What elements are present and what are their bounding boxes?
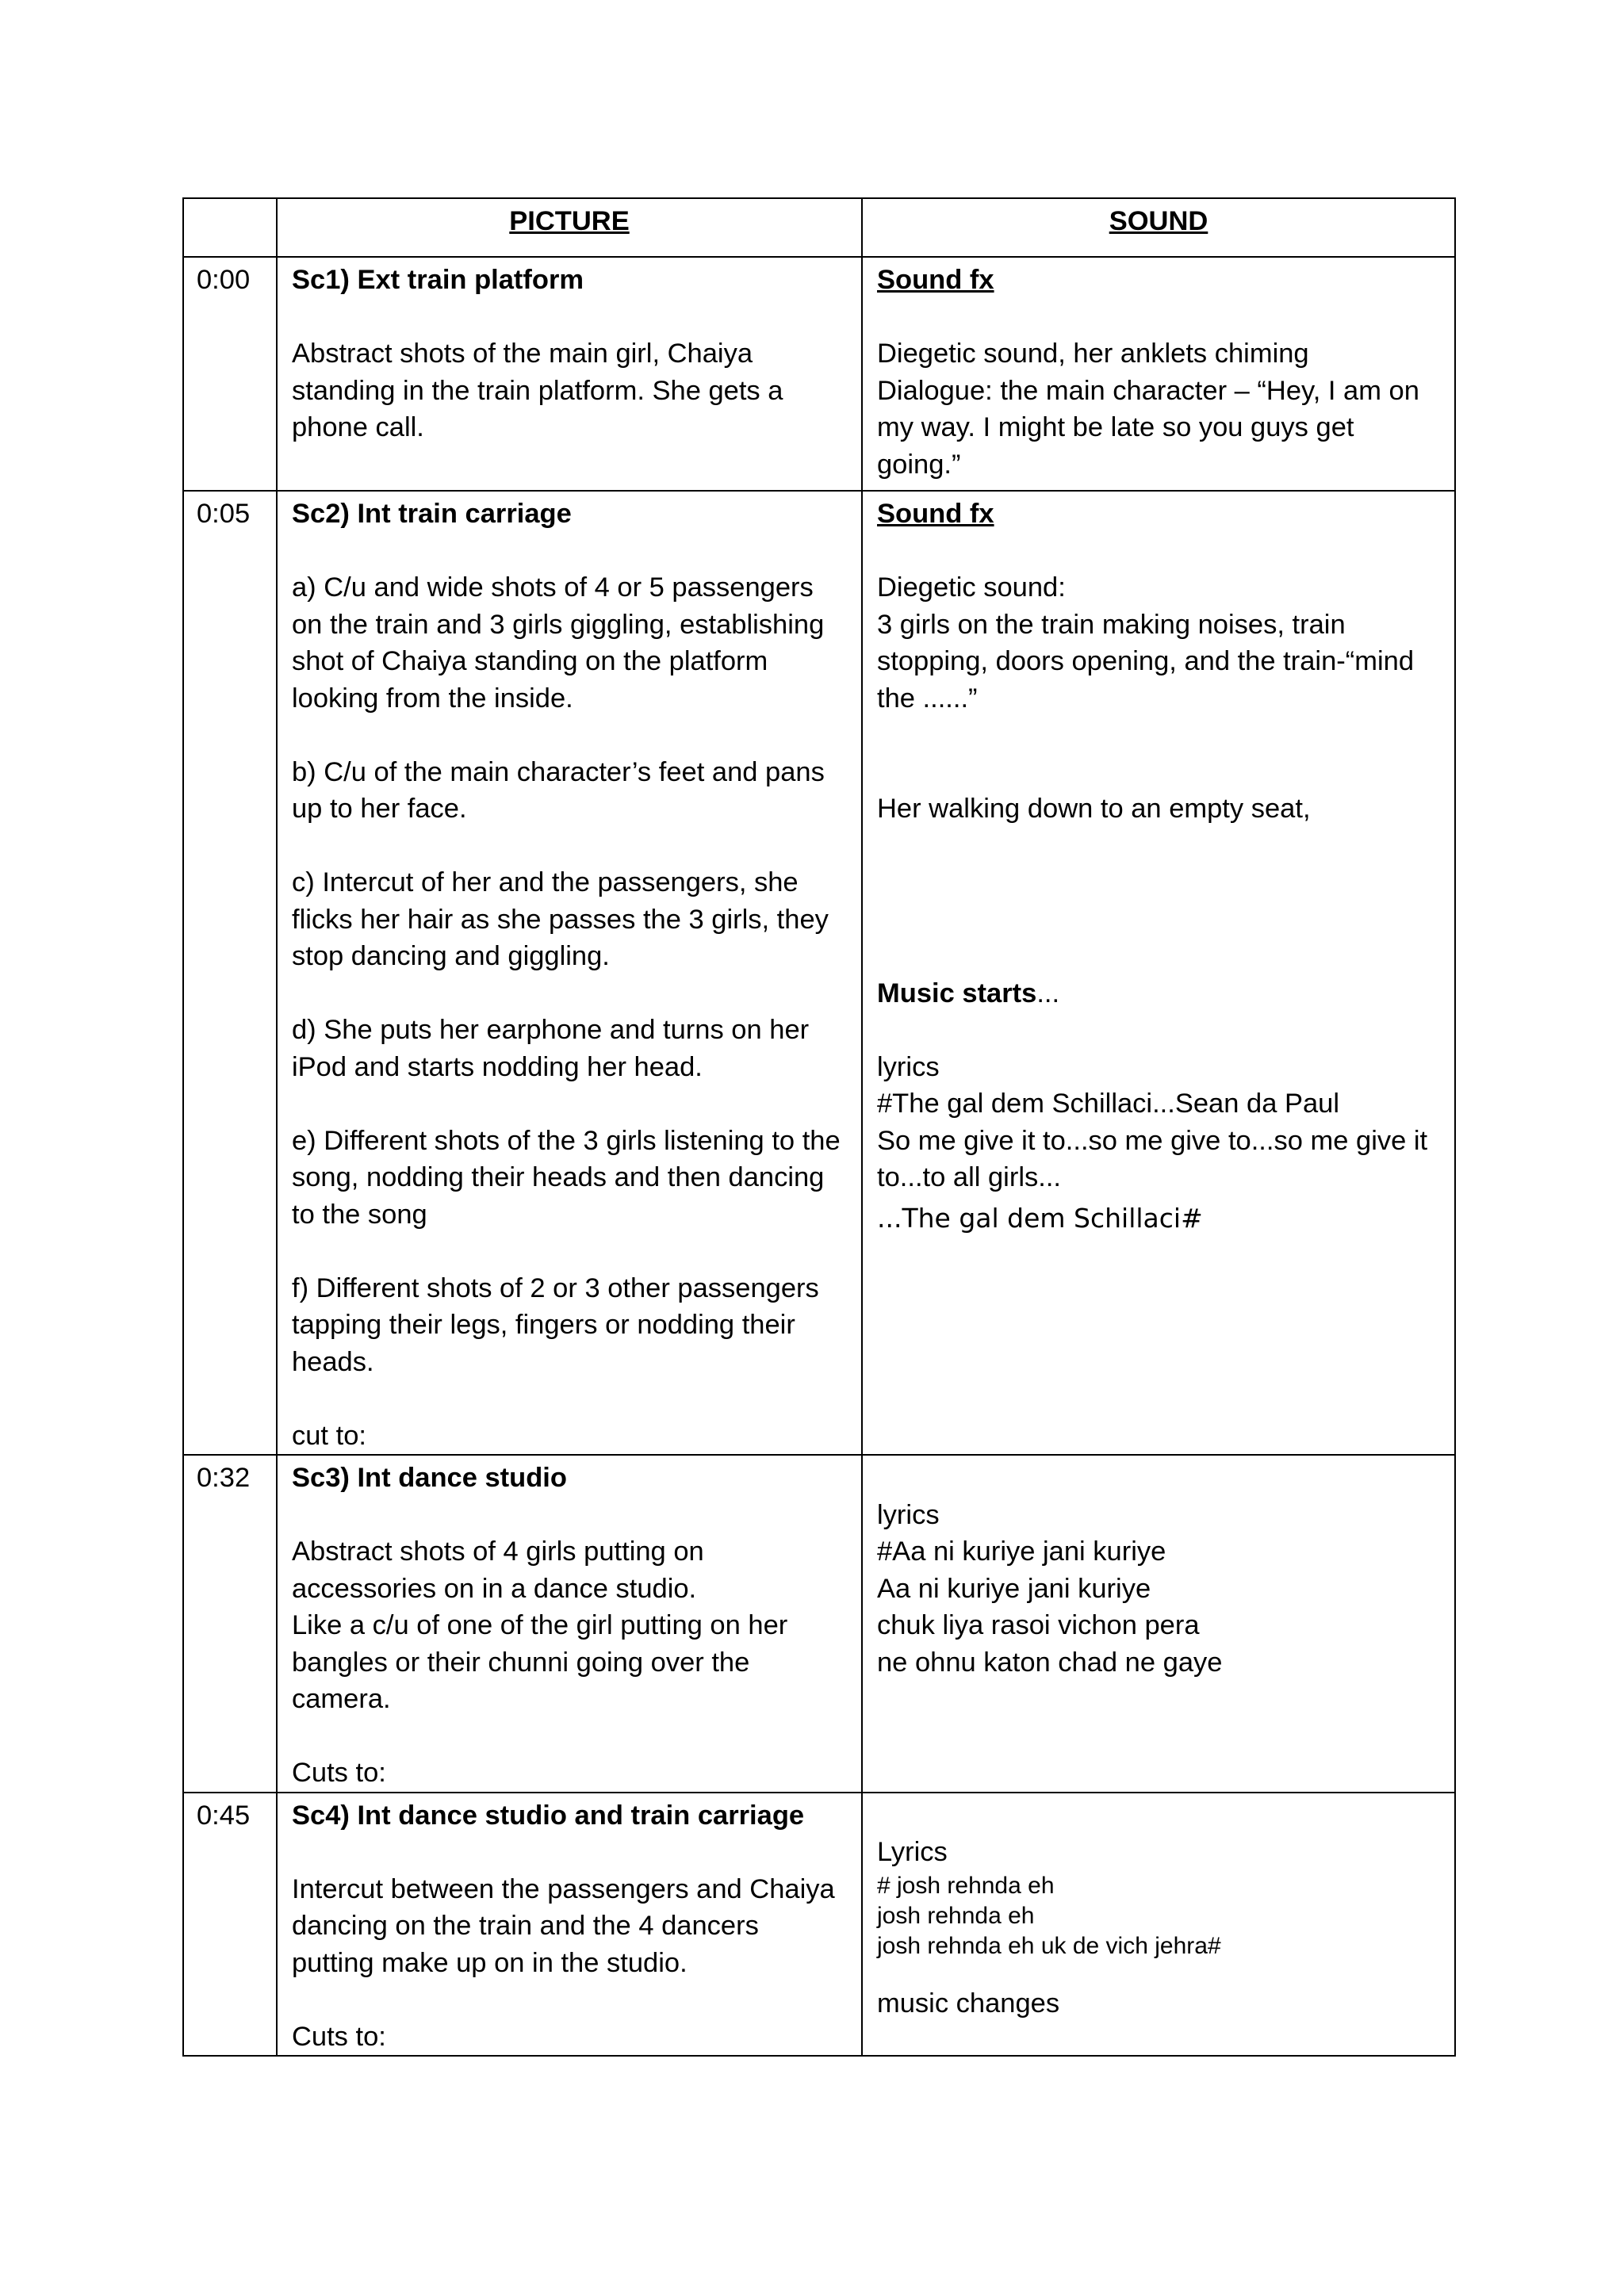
sound-heading: Sound fx (877, 499, 994, 529)
picture-text: b) C/u of the main character’s feet and pans up to her face. (292, 756, 825, 824)
picture-text: Like a c/u of one of the girl putting on her bangles or their chunni going over the camera. (292, 1610, 788, 1714)
lyrics-line: ...The gal dem Schillaci# (877, 1202, 1203, 1234)
sound-text: Diegetic sound: (877, 572, 1066, 603)
timecode: 0:00 (183, 257, 277, 491)
picture-text: Cuts to: (292, 2021, 386, 2052)
scene-title: Sc2) Int train carriage (292, 499, 572, 529)
picture-cell (277, 1455, 862, 1793)
script-table (182, 197, 1456, 2057)
lyrics-line: josh rehnda eh uk de vich jehra# (877, 1932, 1221, 1959)
picture-header: PICTURE (277, 198, 862, 257)
timecode: 0:45 (183, 1793, 277, 2057)
lyrics-label: lyrics (877, 1499, 940, 1530)
lyrics-line: #The gal dem Schillaci...Sean da Paul (877, 1089, 1340, 1119)
sound-cell (862, 491, 1455, 1455)
sound-text: music changes (877, 1988, 1060, 2019)
time-header-cell (183, 198, 277, 257)
lyrics-line: chuk liya rasoi vichon pera (877, 1610, 1200, 1640)
timecode: 0:32 (183, 1455, 277, 1793)
music-starts-ellipsis: ... (1036, 978, 1060, 1008)
sound-cell (862, 257, 1455, 491)
picture-text: e) Different shots of the 3 girls listening to the song, nodding their heads and then dancing to the song (292, 1125, 841, 1230)
picture-text: Intercut between the passengers and Chaiya dancing on the train and the 4 dancers putting make up on in the studio. (292, 1873, 835, 1978)
lyrics-line: # josh rehnda eh (877, 1872, 1055, 1899)
header-row (183, 198, 1455, 257)
picture-cell (277, 1793, 862, 2057)
lyrics-line: ne ohnu katon chad ne gaye (877, 1647, 1223, 1678)
sound-text: 3 girls on the train making noises, train stopping, doors opening, and the train-“mind the ......” (877, 609, 1415, 714)
sound-header: SOUND (862, 198, 1455, 257)
scene-row (183, 1793, 1455, 2057)
picture-text: Abstract shots of 4 girls putting on accessories on in a dance studio. (292, 1536, 704, 1604)
scene-title: Sc3) Int dance studio (292, 1463, 567, 1493)
picture-text: cut to: (292, 1420, 366, 1451)
picture-text: Abstract shots of the main girl, Chaiya standing in the train platform. She gets a phone call. (292, 339, 783, 442)
sound-cell (862, 1793, 1455, 2057)
picture-text: c) Intercut of her and the passengers, she flicks her hair as she passes the 3 girls, they stop dancing and giggling. (292, 867, 829, 971)
picture-text: d) She puts her earphone and turns on her iPod and starts nodding her head. (292, 1015, 810, 1082)
lyrics-line: So me give it to...so me give to...so me give it to...to all girls... (877, 1125, 1428, 1192)
lyrics-line: Aa ni kuriye jani kuriye (877, 1573, 1151, 1604)
picture-text: Cuts to: (292, 1758, 386, 1788)
sound-cell (862, 1455, 1455, 1793)
scene-row (183, 491, 1455, 1455)
music-starts-label: Music starts (877, 978, 1037, 1008)
sound-text: Diegetic sound, her anklets chiming (877, 339, 1309, 369)
scene-row (183, 1455, 1455, 1793)
lyrics-label: Lyrics (877, 1837, 948, 1867)
lyrics-label: lyrics (877, 1051, 940, 1082)
picture-cell (277, 491, 862, 1455)
sound-text: Her walking down to an empty seat, (877, 794, 1311, 824)
sound-text: Dialogue: the main character – “Hey, I am on my way. I might be late so you guys get going.” (877, 375, 1419, 480)
lyrics-line: #Aa ni kuriye jani kuriye (877, 1536, 1166, 1567)
music-starts (877, 975, 1440, 1012)
scene-title: Sc1) Ext train platform (292, 265, 584, 295)
scene-row (183, 257, 1455, 491)
lyrics-line: josh rehnda eh (877, 1902, 1035, 1929)
picture-text: a) C/u and wide shots of 4 or 5 passengers on the train and 3 girls giggling, establishing shot of Chaiya standing on the platform looking from the inside. (292, 572, 825, 714)
timecode: 0:05 (183, 491, 277, 1455)
picture-cell (277, 257, 862, 491)
scene-title: Sc4) Int dance studio and train carriage (292, 1800, 805, 1831)
sound-heading: Sound fx (877, 265, 994, 295)
picture-text: f) Different shots of 2 or 3 other passengers tapping their legs, fingers or nodding their heads. (292, 1272, 819, 1377)
